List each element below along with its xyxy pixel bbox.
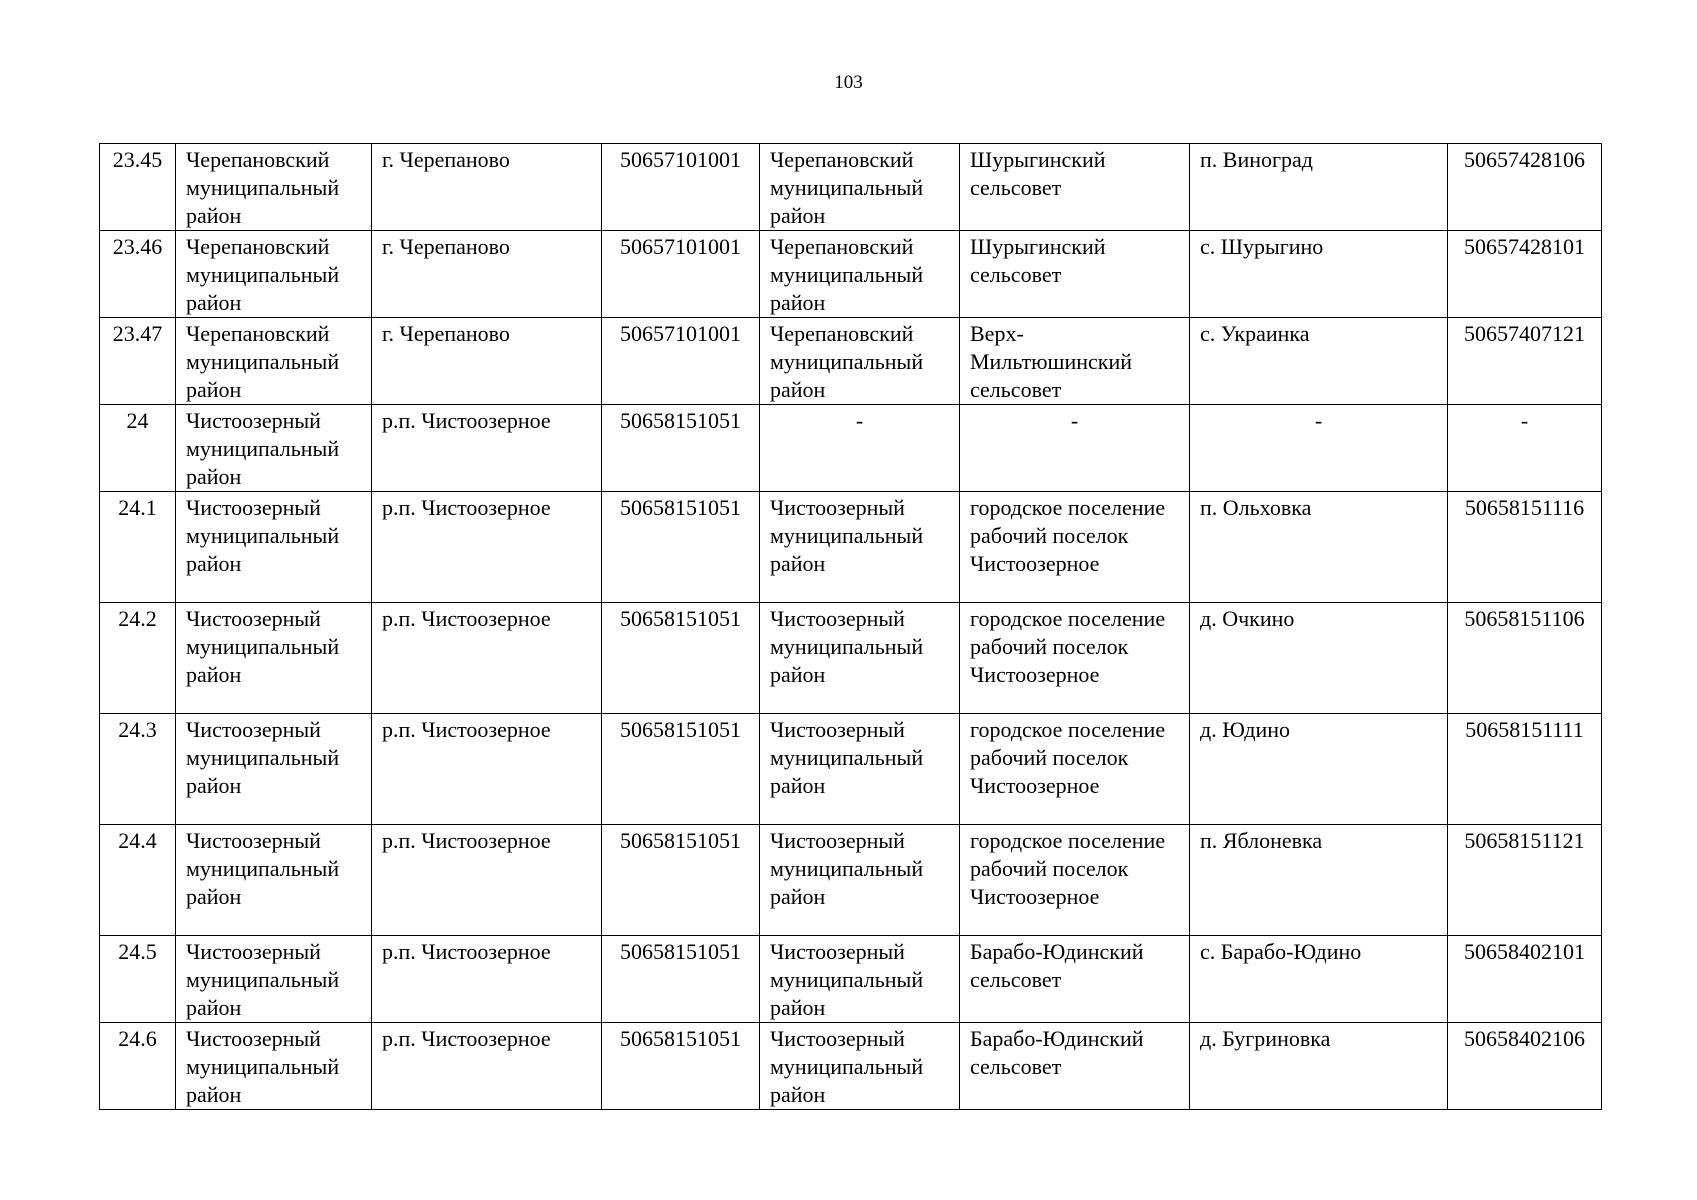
municipal-district: Чистоозерный муниципальный район — [760, 1023, 960, 1110]
municipal-district: Черепановский муниципальный район — [760, 231, 960, 318]
center-code: 50658151051 — [602, 825, 760, 936]
center-code: 50658151051 — [602, 936, 760, 1023]
locality-code: 50657407121 — [1448, 318, 1602, 405]
admin-center: р.п. Чистоозерное — [372, 492, 602, 603]
locality-name: д. Бугриновка — [1190, 1023, 1448, 1110]
center-code: 50658151051 — [602, 492, 760, 603]
settlement-name: Верх-Мильтюшинский сельсовет — [960, 318, 1190, 405]
admin-center: р.п. Чистоозерное — [372, 1023, 602, 1110]
municipal-district: Черепановский муниципальный район — [760, 318, 960, 405]
locality-name: с. Шурыгино — [1190, 231, 1448, 318]
locality-name: д. Очкино — [1190, 603, 1448, 714]
district-name: Чистоозерный муниципальный район — [176, 492, 372, 603]
page-number: 103 — [834, 72, 863, 93]
row-number: 24.1 — [100, 492, 176, 603]
district-name: Черепановский муниципальный район — [176, 231, 372, 318]
district-name: Чистоозерный муниципальный район — [176, 1023, 372, 1110]
settlement-name: городское поселение рабочий поселок Чистоозерное — [960, 492, 1190, 603]
table-row — [100, 825, 1602, 936]
row-number: 24.4 — [100, 825, 176, 936]
row-number: 24.6 — [100, 1023, 176, 1110]
settlement-name: городское поселение рабочий поселок Чистоозерное — [960, 714, 1190, 825]
district-name: Чистоозерный муниципальный район — [176, 405, 372, 492]
district-name: Чистоозерный муниципальный район — [176, 714, 372, 825]
municipal-district: Черепановский муниципальный район — [760, 144, 960, 231]
locality-code: 50657428106 — [1448, 144, 1602, 231]
locality-name: п. Ольховка — [1190, 492, 1448, 603]
table-row — [100, 405, 1602, 492]
center-code: 50657101001 — [602, 144, 760, 231]
municipal-district: Чистоозерный муниципальный район — [760, 714, 960, 825]
table-row — [100, 492, 1602, 603]
row-number: 24.5 — [100, 936, 176, 1023]
table-row — [100, 714, 1602, 825]
table-row — [100, 318, 1602, 405]
district-name: Чистоозерный муниципальный район — [176, 825, 372, 936]
district-name: Черепановский муниципальный район — [176, 318, 372, 405]
row-number: 24.3 — [100, 714, 176, 825]
center-code: 50657101001 — [602, 318, 760, 405]
table-row — [100, 936, 1602, 1023]
settlement-name: Шурыгинский сельсовет — [960, 144, 1190, 231]
admin-center: р.п. Чистоозерное — [372, 825, 602, 936]
locality-code: 50658151116 — [1448, 492, 1602, 603]
admin-center: г. Черепаново — [372, 144, 602, 231]
settlement-name: городское поселение рабочий поселок Чистоозерное — [960, 825, 1190, 936]
admin-center: г. Черепаново — [372, 318, 602, 405]
row-number: 23.45 — [100, 144, 176, 231]
table-row — [100, 603, 1602, 714]
locality-code: 50657428101 — [1448, 231, 1602, 318]
locality-name: п. Виноград — [1190, 144, 1448, 231]
center-code: 50658151051 — [602, 405, 760, 492]
row-number: 24.2 — [100, 603, 176, 714]
table-row — [100, 144, 1602, 231]
center-code: 50658151051 — [602, 603, 760, 714]
district-name: Чистоозерный муниципальный район — [176, 603, 372, 714]
locality-code: 50658151121 — [1448, 825, 1602, 936]
municipal-district: Чистоозерный муниципальный район — [760, 936, 960, 1023]
admin-center: г. Черепаново — [372, 231, 602, 318]
row-number: 24 — [100, 405, 176, 492]
locality-name: с. Украинка — [1190, 318, 1448, 405]
locality-name: п. Яблоневка — [1190, 825, 1448, 936]
center-code: 50658151051 — [602, 1023, 760, 1110]
center-code: 50657101001 — [602, 231, 760, 318]
district-name: Чистоозерный муниципальный район — [176, 936, 372, 1023]
row-number: 23.47 — [100, 318, 176, 405]
center-code: 50658151051 — [602, 714, 760, 825]
row-number: 23.46 — [100, 231, 176, 318]
municipal-district: Чистоозерный муниципальный район — [760, 603, 960, 714]
district-name: Черепановский муниципальный район — [176, 144, 372, 231]
admin-center: р.п. Чистоозерное — [372, 714, 602, 825]
municipal-district: - — [760, 405, 960, 492]
settlements-table — [99, 143, 1602, 1110]
admin-center: р.п. Чистоозерное — [372, 936, 602, 1023]
locality-code: 50658402101 — [1448, 936, 1602, 1023]
admin-center: р.п. Чистоозерное — [372, 603, 602, 714]
table-row — [100, 1023, 1602, 1110]
settlement-name: городское поселение рабочий поселок Чистоозерное — [960, 603, 1190, 714]
municipal-district: Чистоозерный муниципальный район — [760, 825, 960, 936]
settlement-name: - — [960, 405, 1190, 492]
locality-code: 50658402106 — [1448, 1023, 1602, 1110]
locality-code: - — [1448, 405, 1602, 492]
settlement-name: Шурыгинский сельсовет — [960, 231, 1190, 318]
locality-name: с. Барабо-Юдино — [1190, 936, 1448, 1023]
table-row — [100, 231, 1602, 318]
locality-name: д. Юдино — [1190, 714, 1448, 825]
settlement-name: Барабо-Юдинский сельсовет — [960, 936, 1190, 1023]
locality-name: - — [1190, 405, 1448, 492]
municipal-district: Чистоозерный муниципальный район — [760, 492, 960, 603]
admin-center: р.п. Чистоозерное — [372, 405, 602, 492]
locality-code: 50658151106 — [1448, 603, 1602, 714]
locality-code: 50658151111 — [1448, 714, 1602, 825]
settlement-name: Барабо-Юдинский сельсовет — [960, 1023, 1190, 1110]
